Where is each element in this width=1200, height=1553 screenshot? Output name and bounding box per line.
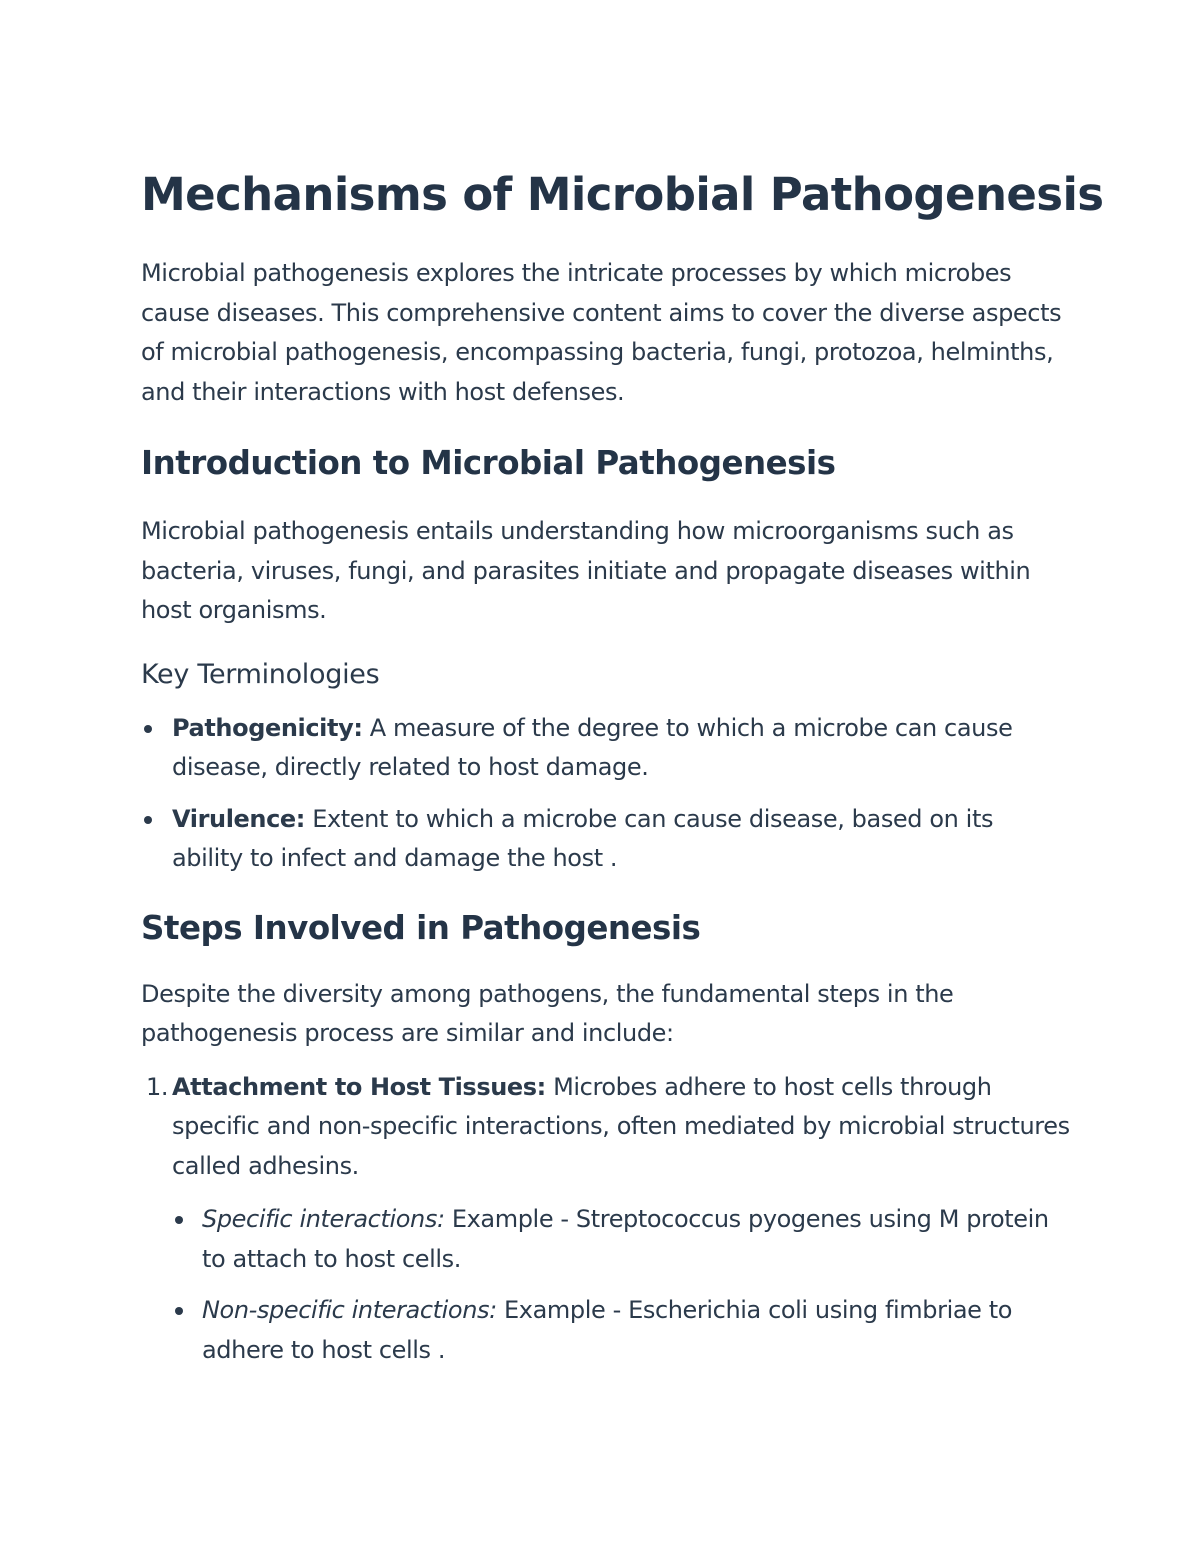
bullet-icon bbox=[144, 816, 152, 824]
term-label: Virulence: bbox=[172, 804, 305, 833]
term-definition: Extent to which a microbe can cause disease, based on its ability to infect and damage the host . bbox=[172, 804, 994, 872]
terminology-list bbox=[141, 709, 1071, 879]
example-item bbox=[172, 1291, 1071, 1370]
bullet-icon bbox=[175, 1307, 183, 1315]
subheading-key-terminologies: Key Terminologies bbox=[141, 658, 380, 690]
example-text: Example - Streptococcus pyogenes using M protein to attach to host cells. bbox=[202, 1205, 1049, 1273]
bullet-icon bbox=[175, 1216, 183, 1224]
intro-paragraph: Microbial pathogenesis explores the intricate processes by which microbes cause diseases. This comprehensive content aims to cover the diverse aspects of microbial pathogenesis, encompassing bacteria, fungi, protozoa, helminths, and their interactions with host defenses. bbox=[141, 259, 1062, 406]
step-text: Microbes adhere to host cells through specific and non-specific interactions, often mediated by microbial structures called adhesins. bbox=[172, 1072, 1070, 1180]
example-term: Non-specific interactions: bbox=[202, 1296, 497, 1324]
term-label: Pathogenicity: bbox=[172, 713, 363, 742]
list-item bbox=[141, 800, 1071, 879]
introduction-paragraph: Microbial pathogenesis entails understanding how microorganisms such as bacteria, viruses, fungi, and parasites initiate and propagate diseases within host organisms. bbox=[141, 517, 1031, 624]
section-heading-steps: Steps Involved in Pathogenesis bbox=[141, 908, 701, 947]
steps-paragraph: Despite the diversity among pathogens, the fundamental steps in the pathogenesis process are similar and include: bbox=[141, 979, 954, 1047]
steps-list bbox=[141, 1068, 1071, 1371]
step-number: 1. bbox=[146, 1072, 169, 1101]
document-content bbox=[141, 166, 1104, 1382]
bullet-icon bbox=[144, 725, 152, 733]
page-title: Mechanisms of Microbial Pathogenesis bbox=[141, 168, 1104, 221]
example-term: Specific interactions: bbox=[202, 1205, 445, 1233]
section-heading-introduction: Introduction to Microbial Pathogenesis bbox=[141, 444, 836, 482]
step-term: Attachment to Host Tissues: bbox=[172, 1072, 546, 1101]
step-item bbox=[141, 1068, 1071, 1371]
example-item bbox=[172, 1200, 1071, 1279]
examples-list bbox=[172, 1200, 1071, 1370]
example-text: Example - Escherichia coli using fimbriae to adhere to host cells . bbox=[202, 1296, 1013, 1364]
term-definition: A measure of the degree to which a microbe can cause disease, directly related to host damage. bbox=[172, 713, 1013, 781]
list-item bbox=[141, 709, 1071, 788]
